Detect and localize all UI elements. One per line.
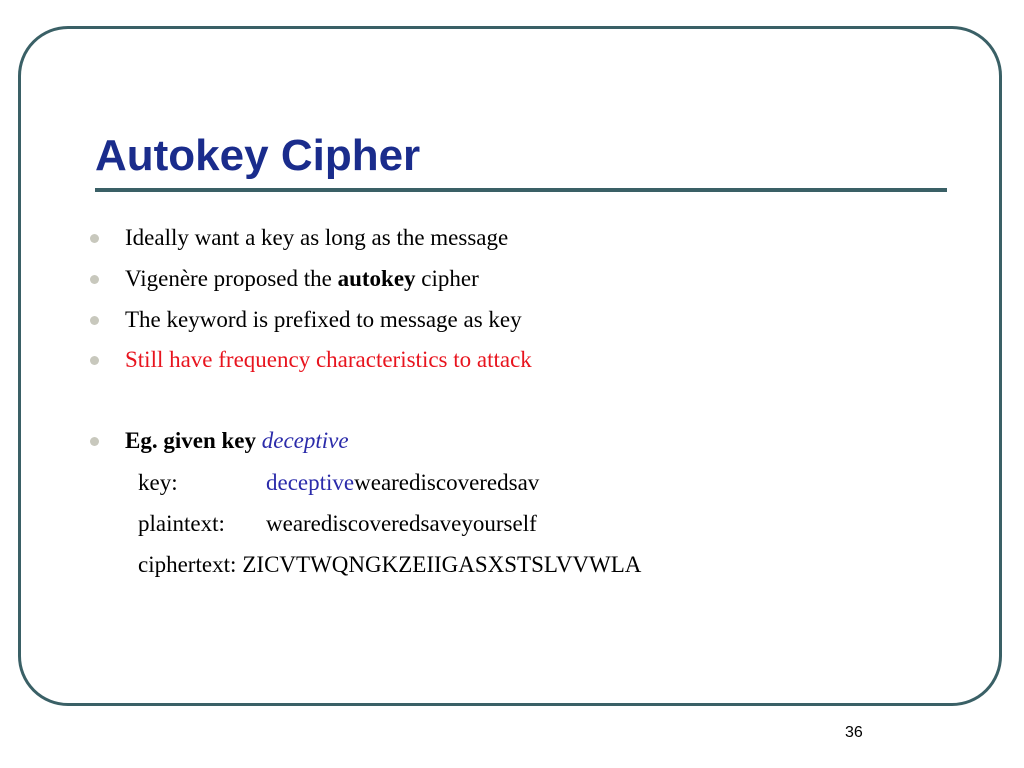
- page-number: 36: [845, 724, 863, 741]
- title-divider: [95, 188, 947, 192]
- bullet-dot-icon: [90, 356, 99, 365]
- example-keyword: deceptive: [261, 428, 349, 453]
- bullet-item: [125, 305, 522, 335]
- example-intro: Eg. given key: [125, 428, 256, 453]
- key-rest: wearediscoveredsav: [354, 470, 540, 495]
- bullet-item: [125, 426, 349, 456]
- plaintext-row: [138, 509, 537, 539]
- bullet-item: [125, 264, 479, 294]
- ciphertext-row: [138, 550, 641, 580]
- bullet-text: The keyword is prefixed to message as key: [125, 307, 522, 332]
- bullet-text-post: cipher: [415, 266, 479, 291]
- key-prefix: deceptive: [266, 470, 355, 495]
- bullet-dot-icon: [90, 234, 99, 243]
- ciphertext-value: ZICVTWQNGKZEIIGASXSTSLVVWLA: [242, 552, 642, 577]
- bullet-item-highlight: [125, 345, 532, 375]
- bullet-text-pre: Vigenère proposed the: [125, 266, 338, 291]
- ciphertext-label: ciphertext:: [138, 552, 237, 577]
- bullet-item: [125, 223, 508, 253]
- bullet-text-bold: autokey: [337, 266, 416, 291]
- plaintext-label: plaintext:: [138, 511, 225, 536]
- bullet-dot-icon: [90, 437, 99, 446]
- bullet-dot-icon: [90, 316, 99, 325]
- key-label: key:: [138, 470, 178, 495]
- plaintext-value: wearediscoveredsaveyourself: [266, 511, 537, 536]
- bullet-text: Ideally want a key as long as the message: [125, 225, 509, 250]
- key-row: [138, 468, 539, 498]
- bullet-dot-icon: [90, 275, 99, 284]
- slide-title: Autokey Cipher: [95, 131, 421, 180]
- bullet-text: Still have frequency characteristics to attack: [125, 347, 532, 372]
